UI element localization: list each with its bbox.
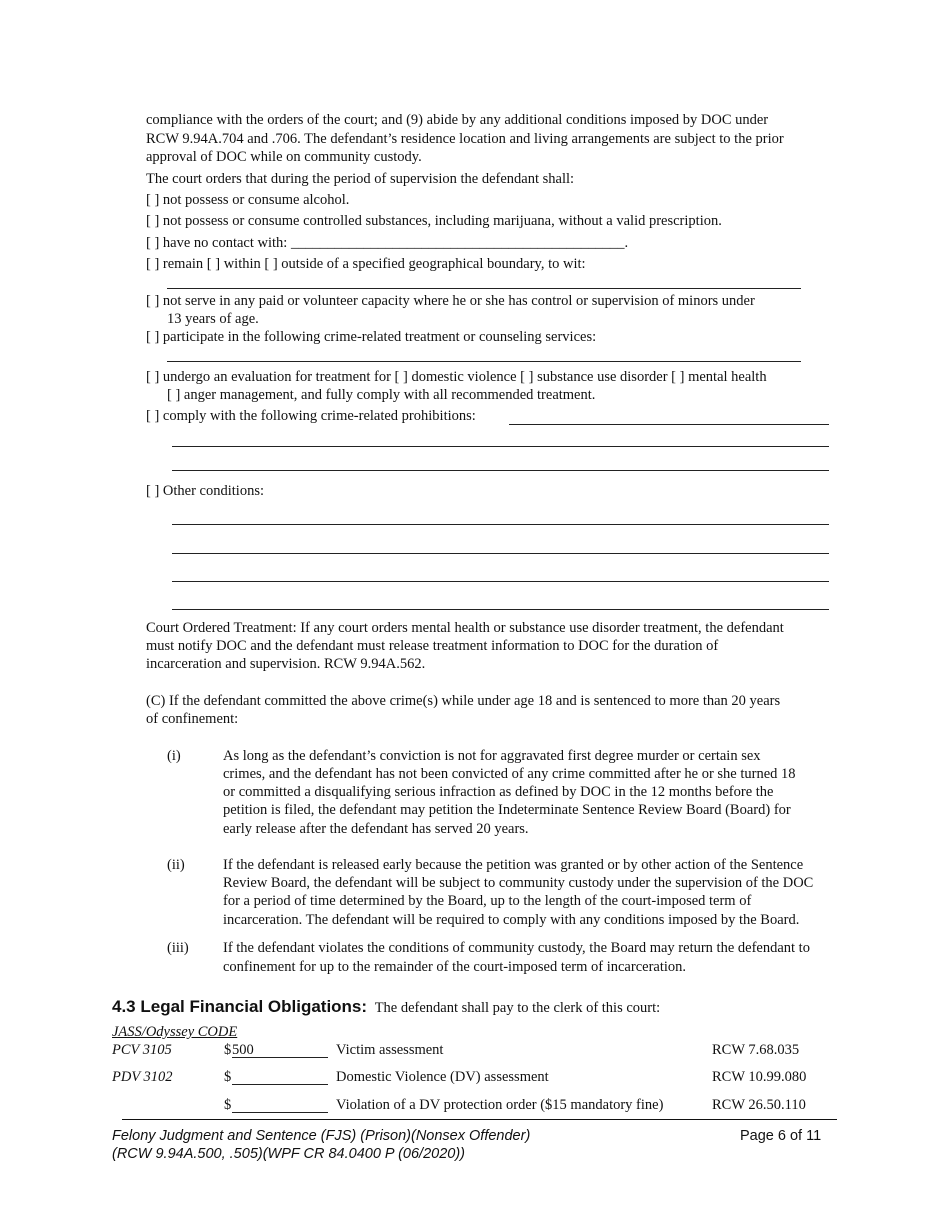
supervision-lead: The court orders that during the period of supervision the defendant shall:	[146, 171, 575, 187]
condition-alcohol: [ ] not possess or consume alcohol.	[146, 192, 350, 208]
lfo-row-1-code: PCV 3105	[112, 1042, 172, 1058]
lfo-row-3-rcw: RCW 26.50.110	[712, 1097, 806, 1113]
condition-evaluation: [ ] undergo an evaluation for treatment for [ ] domestic violence [ ] substance use disorder [ ] mental health	[146, 369, 767, 385]
item-i-line-4: petition is filed, the defendant may petition the Indeterminate Sentence Review Board (Board) for	[223, 802, 791, 818]
condition-minors-cont: 13 years of age.	[167, 311, 259, 327]
lfo-row-1-desc: Victim assessment	[336, 1042, 444, 1058]
lfo-row-2-currency: $	[224, 1069, 232, 1085]
item-ii-line-2: Review Board, the defendant will be subject to community custody under the supervision of the DOC	[223, 875, 814, 891]
code-column-header: JASS/Odyssey CODE	[112, 1024, 238, 1040]
lfo-row-2-code: PDV 3102	[112, 1069, 173, 1085]
section-c-line-1: (C) If the defendant committed the above crime(s) while under age 18 and is sentenced to more than 20 years	[146, 693, 781, 709]
item-i-line-3: or committed a disqualifying serious infraction as defined by DOC in the 12 months before the	[223, 784, 774, 800]
other-blank-line-2[interactable]	[172, 553, 829, 554]
prohibitions-blank-line-2[interactable]	[172, 446, 829, 447]
lfo-row-2-rcw: RCW 10.99.080	[712, 1069, 807, 1085]
condition-minors: [ ] not serve in any paid or volunteer capacity where he or she has control or supervision of minors under	[146, 293, 755, 309]
footer-rule	[122, 1119, 837, 1120]
item-i-line-1: As long as the defendant’s conviction is not for aggravated first degree murder or certain sex	[223, 748, 761, 764]
other-blank-line-4[interactable]	[172, 609, 829, 610]
condition-no-contact: [ ] have no contact with: ______________________________________________.	[146, 235, 629, 251]
treatment-line-3: incarceration and supervision. RCW 9.94A.562.	[146, 656, 426, 672]
lfo-row-2-desc: Domestic Violence (DV) assessment	[336, 1069, 549, 1085]
item-i-line-5: early release after the defendant has served 20 years.	[223, 821, 529, 837]
item-iii-number: (iii)	[167, 940, 189, 956]
treatment-line-1: Court Ordered Treatment: If any court orders mental health or substance use disorder treatment, the defendant	[146, 620, 784, 636]
treatment-blank-line[interactable]	[167, 361, 801, 362]
lfo-heading: 4.3 Legal Financial Obligations:	[112, 997, 368, 1016]
other-blank-line-1[interactable]	[172, 524, 829, 525]
prohibitions-blank-line-3[interactable]	[172, 470, 829, 471]
condition-geographic-boundary: [ ] remain [ ] within [ ] outside of a specified geographical boundary, to wit:	[146, 256, 586, 272]
other-blank-line-3[interactable]	[172, 581, 829, 582]
item-ii-number: (ii)	[167, 857, 185, 873]
condition-evaluation-cont: [ ] anger management, and fully comply with all recommended treatment.	[167, 387, 596, 403]
lfo-subtitle: The defendant shall pay to the clerk of this court:	[374, 1000, 661, 1016]
item-i-number: (i)	[167, 748, 181, 764]
lfo-row-2-amount-line	[232, 1084, 328, 1085]
condition-prohibitions: [ ] comply with the following crime-related prohibitions:	[146, 408, 476, 424]
prohibitions-blank-line-1[interactable]	[509, 424, 829, 425]
footer-citation: (RCW 9.94A.500, .505)(WPF CR 84.0400 P (06/2020))	[112, 1146, 465, 1162]
lfo-row-1-amount[interactable]: 500	[232, 1042, 254, 1058]
intro-line-1: compliance with the orders of the court; and (9) abide by any additional conditions imposed by DOC under	[146, 112, 769, 128]
footer-title: Felony Judgment and Sentence (FJS) (Prison)(Nonsex Offender)	[112, 1128, 531, 1144]
item-ii-line-4: incarceration. The defendant will be required to comply with any conditions imposed by the Board.	[223, 912, 800, 928]
condition-treatment-services: [ ] participate in the following crime-related treatment or counseling services:	[146, 329, 597, 345]
lfo-row-3-desc: Violation of a DV protection order ($15 mandatory fine)	[336, 1097, 664, 1113]
condition-controlled-substances: [ ] not possess or consume controlled substances, including marijuana, without a valid prescription.	[146, 213, 722, 229]
lfo-row-3-amount-line	[232, 1112, 328, 1113]
item-iii-line-1: If the defendant violates the conditions of community custody, the Board may return the defendant to	[223, 940, 810, 956]
intro-line-2: RCW 9.94A.704 and .706. The defendant’s residence location and living arrangements are subject to the prior	[146, 131, 784, 147]
lfo-row-1-amount-line	[232, 1057, 328, 1058]
item-i-line-2: crimes, and the defendant has not been convicted of any crime committed after he or she turned 18	[223, 766, 796, 782]
section-c-line-2: of confinement:	[146, 711, 239, 727]
item-ii-line-3: for a period of time determined by the Board, up to the length of the court-imposed term of	[223, 893, 752, 909]
treatment-line-2: must notify DOC and the defendant must release treatment information to DOC for the duration of	[146, 638, 719, 654]
item-iii-line-2: confinement for up to the remainder of the court-imposed term of incarceration.	[223, 959, 687, 975]
item-ii-line-1: If the defendant is released early because the petition was granted or by other action of the Sentence	[223, 857, 804, 873]
boundary-blank-line[interactable]	[167, 288, 801, 289]
lfo-row-3-currency: $	[224, 1097, 232, 1113]
lfo-section	[112, 997, 660, 1017]
condition-other: [ ] Other conditions:	[146, 483, 264, 499]
lfo-row-1-currency: $	[224, 1042, 232, 1058]
lfo-row-1-rcw: RCW 7.68.035	[712, 1042, 800, 1058]
page-number: Page 6 of 11	[740, 1128, 822, 1144]
intro-line-3: approval of DOC while on community custody.	[146, 149, 422, 165]
